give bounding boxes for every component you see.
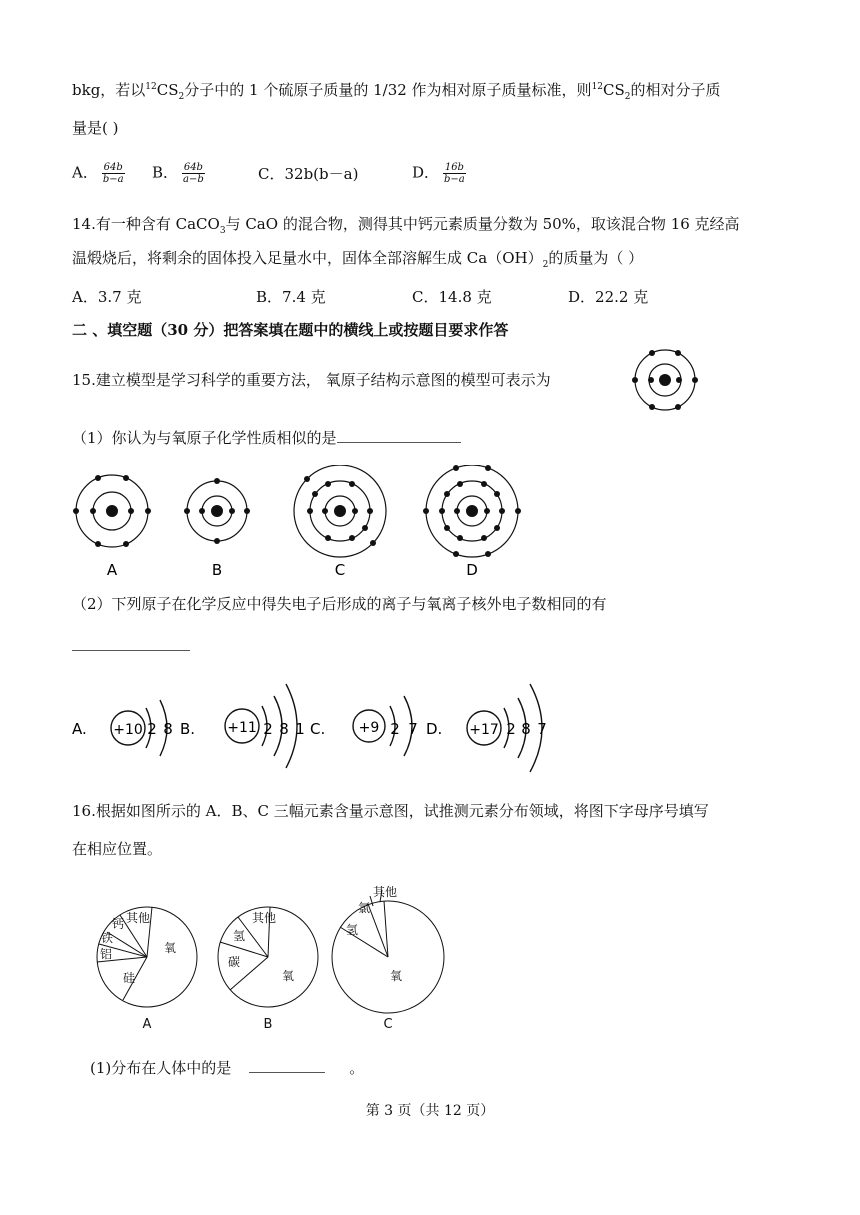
pie-a-label-iron: 铁 xyxy=(101,931,114,945)
fraction-denominator: a−b xyxy=(183,174,204,185)
q15-part1 xyxy=(72,428,461,448)
ion-shell-c-1: 2 xyxy=(390,720,400,738)
ion-nucleus-d: +17 xyxy=(469,722,499,738)
q14-line1 xyxy=(72,214,740,234)
ion-label-d: D. xyxy=(426,720,443,738)
option-text: 32b(b－a) xyxy=(284,165,359,183)
option-label: A． xyxy=(72,163,98,182)
pie-a-label-other: 其他 xyxy=(126,911,151,925)
pie-a-label-silicon: 硅 xyxy=(123,971,136,985)
ion-shell-d-3: 7 xyxy=(537,720,547,738)
atom-model-d xyxy=(423,465,521,557)
q13-option-a xyxy=(72,162,125,185)
q14-option-a: A．3.7 克 xyxy=(72,288,142,306)
ion-shell-a-1: 2 xyxy=(147,720,157,738)
section-heading: 二 、填空题（30 分）把答案填在题中的横线上或按题目要求作答 xyxy=(72,321,509,339)
pie-b-label-hydrogen: 氢 xyxy=(233,929,246,943)
q13-line1 xyxy=(72,80,721,100)
q14-text-a: 14.有一种含有 CaCO xyxy=(72,215,220,233)
pie-a-caption: A xyxy=(142,1017,152,1032)
ion-shell-b-1: 2 xyxy=(263,720,273,738)
pie-c-label-chlorine: 氯 xyxy=(358,901,371,915)
element-pie-diagrams xyxy=(90,882,450,1032)
fraction xyxy=(182,162,205,185)
mass-number-2: 12 xyxy=(591,82,604,92)
q14-line2 xyxy=(72,248,643,268)
mass-number: 12 xyxy=(145,82,157,92)
q13-text-c: 的相对分子质 xyxy=(630,81,721,99)
ion-nucleus-a: +10 xyxy=(113,722,143,738)
q14-option-b: B．7.4 克 xyxy=(256,288,326,306)
pie-c xyxy=(332,890,444,1013)
q14-text-c: 温煅烧后，将剩余的固体投入足量水中，固体全部溶解生成 Ca（OH） xyxy=(72,249,543,267)
subscript: 2 xyxy=(178,92,185,102)
q15-intro: 15.建立模型是学习科学的重要方法， 氧原子结构示意图的模型可表示为 xyxy=(72,371,551,389)
q14-text-b: 与 CaO 的混合物，测得其中钙元素质量分数为 50%，取该混合物 16 克经高 xyxy=(225,215,740,233)
subscript-2: 2 xyxy=(624,92,631,102)
subscript: 3 xyxy=(219,226,226,236)
pie-c-label-hydrogen: 氢 xyxy=(346,923,359,937)
ion-label-c: C. xyxy=(310,720,326,738)
ion-label-b: B. xyxy=(180,720,196,738)
q13-option-b xyxy=(152,162,205,185)
ion-shell-d-2: 8 xyxy=(521,720,531,738)
page-footer: 第 3 页（共 12 页） xyxy=(365,1103,495,1119)
q14-option-c: C．14.8 克 xyxy=(412,288,492,306)
option-label: B． xyxy=(152,163,179,182)
oxygen-atom-model xyxy=(630,345,700,415)
ion-label-a: A. xyxy=(72,720,87,738)
answer-blank-3[interactable] xyxy=(249,1072,325,1073)
answer-blank-2[interactable] xyxy=(72,632,190,651)
q14-option-d: D．22.2 克 xyxy=(568,288,649,306)
ion-shell-a-2: 8 xyxy=(163,720,173,738)
q13-option-c xyxy=(258,164,358,184)
atom-label-a: A xyxy=(106,561,118,579)
fraction-numerator: 64b xyxy=(183,162,203,173)
pie-b-label-carbon: 碳 xyxy=(228,955,241,969)
fraction-denominator: b−a xyxy=(102,174,124,185)
pie-c-caption: C xyxy=(383,1017,393,1032)
pie-a-label-aluminium: 铝 xyxy=(100,947,113,961)
fraction-numerator: 64b xyxy=(103,162,123,173)
subscript: 2 xyxy=(542,260,549,270)
atom-label-d: D xyxy=(466,561,478,579)
atom-model-b xyxy=(184,478,250,544)
pie-b-label-oxygen: 氧 xyxy=(282,969,295,983)
pie-b-label-other: 其他 xyxy=(252,911,277,925)
ion-structures xyxy=(68,676,588,776)
q16-line2: 在相应位置。 xyxy=(72,840,163,858)
pie-c-label-other: 其他 xyxy=(373,885,398,899)
option-label: C． xyxy=(258,165,285,183)
q13-option-d xyxy=(412,162,466,185)
atom-model-a xyxy=(73,475,151,547)
q13-text-a: bkg，若以 xyxy=(72,81,146,99)
q16-part1-text: (1)分布在人体中的是 xyxy=(90,1059,232,1077)
q13-text-b: 分子中的 1 个硫原子质量的 1/32 作为相对原子质量标准，则 xyxy=(184,81,592,99)
ion-nucleus-b: +11 xyxy=(227,720,257,736)
answer-blank[interactable] xyxy=(337,442,461,443)
atom-label-c: C xyxy=(334,561,346,579)
q15-part1-text: （1）你认为与氧原子化学性质相似的是 xyxy=(72,429,337,447)
atom-models xyxy=(70,465,530,580)
atom-model-c xyxy=(294,465,386,557)
q15-part2: （2）下列原子在化学反应中得失电子后形成的离子与氧离子核外电子数相同的有 xyxy=(72,595,607,613)
fraction-numerator: 16b xyxy=(444,162,464,173)
q16-part1-period: 。 xyxy=(349,1059,365,1077)
option-label: D． xyxy=(412,163,440,182)
fraction xyxy=(443,162,466,185)
pie-a-label-calcium: 钙 xyxy=(112,917,125,931)
formula-2: CS xyxy=(603,81,625,99)
q16-line1: 16.根据如图所示的 A．B、C 三幅元素含量示意图，试推测元素分布领域，将图下字母序号填写 xyxy=(72,802,709,820)
q13-line2: 量是( ) xyxy=(72,119,119,137)
q14-text-d: 的质量为（ ） xyxy=(548,249,644,267)
ion-shell-d-1: 2 xyxy=(506,720,516,738)
ion-shell-c-2: 7 xyxy=(408,720,418,738)
fraction xyxy=(102,162,125,185)
pie-a-label-oxygen: 氧 xyxy=(164,941,177,955)
formula: CS xyxy=(156,81,179,99)
ion-shell-b-3: 1 xyxy=(295,720,305,738)
pie-c-label-oxygen: 氧 xyxy=(390,969,403,983)
q16-part1 xyxy=(90,1058,364,1078)
ion-shell-b-2: 8 xyxy=(279,720,289,738)
pie-b-caption: B xyxy=(263,1017,273,1032)
ion-nucleus-c: +9 xyxy=(358,720,380,736)
fraction-denominator: b−a xyxy=(444,174,465,185)
atom-label-b: B xyxy=(211,561,223,579)
